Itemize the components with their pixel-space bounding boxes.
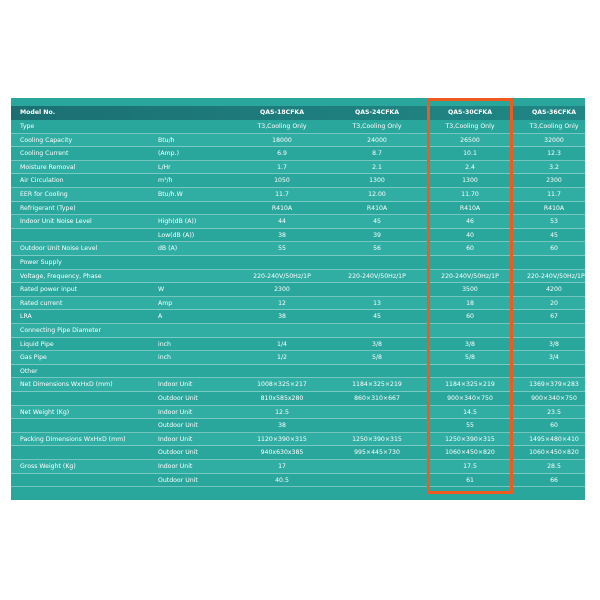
- value-cell: 2.1: [372, 163, 382, 171]
- value-cell: 56: [373, 245, 381, 253]
- value-cell: 60: [550, 422, 558, 430]
- value-cell: 5/8: [372, 354, 382, 362]
- value-cell: 45: [373, 313, 381, 321]
- value-cell: [527, 365, 581, 379]
- value-cell: 26500: [460, 136, 480, 144]
- model-header-3: QAS-30CFKA: [447, 109, 493, 116]
- row-label: Indoor Unit Noise Level: [20, 218, 92, 226]
- value-cell: 55: [278, 245, 286, 253]
- value-cell: [527, 324, 581, 338]
- value-cell: 45: [373, 218, 381, 226]
- row-unit: Indoor Unit: [158, 408, 193, 416]
- table-row: [11, 297, 585, 311]
- row-divider: [11, 486, 585, 487]
- row-label: Cooling Capacity: [20, 136, 73, 144]
- value-cell: 60: [466, 313, 474, 321]
- value-cell: 40: [466, 231, 474, 239]
- table-row: [11, 324, 585, 338]
- value-cell: [346, 365, 408, 379]
- row-unit: m³/h: [158, 177, 173, 185]
- row-unit: dB (A): [158, 245, 178, 253]
- row-label: Refrigerant (Type): [20, 204, 76, 212]
- value-cell: 60: [550, 245, 558, 253]
- row-unit: inch: [158, 354, 171, 362]
- value-cell: 3/8: [465, 340, 475, 348]
- row-label: Liquid Pipe: [20, 340, 54, 348]
- row-unit: Outdoor Unit: [158, 449, 198, 457]
- table-row: [11, 134, 585, 148]
- value-cell: 3/8: [372, 340, 382, 348]
- value-cell: 11.7: [275, 191, 289, 198]
- value-cell: 20: [550, 299, 558, 307]
- value-cell: 1369×379×283: [529, 381, 579, 389]
- value-cell: R410A: [543, 204, 565, 212]
- value-cell: 44: [278, 218, 286, 226]
- value-cell: 46: [466, 218, 474, 226]
- value-cell: 12.3: [547, 150, 561, 158]
- value-cell: 220-240V/50Hz/1P: [348, 272, 406, 280]
- value-cell: 1184×325×219: [445, 381, 495, 389]
- value-cell: T3,Cooling Only: [445, 123, 495, 130]
- value-cell: 1120×390×315: [257, 435, 307, 443]
- row-unit: Indoor Unit: [158, 435, 193, 443]
- value-cell: 23.5: [547, 408, 561, 416]
- value-cell: 1250×390×315: [352, 435, 402, 443]
- value-cell: 3500: [462, 286, 478, 294]
- row-unit: Btu/h: [158, 136, 175, 144]
- row-unit: Outdoor Unit: [158, 476, 198, 484]
- value-cell: 12: [278, 299, 286, 307]
- table-row: [11, 310, 585, 324]
- row-unit: A: [158, 313, 163, 321]
- value-cell: [439, 365, 501, 379]
- row-label: Cooling Current: [20, 150, 69, 158]
- value-cell: 220-240V/50Hz/1P: [253, 272, 311, 280]
- table-row: [11, 283, 585, 297]
- table-row: [11, 242, 585, 256]
- value-cell: 3.2: [549, 163, 559, 171]
- value-cell: 10.1: [463, 150, 477, 158]
- row-label: Rated power input: [20, 286, 78, 294]
- table-row: [11, 256, 585, 270]
- row-label: Gas Pipe: [20, 354, 47, 362]
- row-label: Packing Dimensions WxHxD (mm): [20, 435, 126, 443]
- row-label: EER for Cooling: [20, 191, 68, 198]
- value-cell: 3/4: [549, 354, 559, 362]
- value-cell: 11.70: [461, 191, 479, 198]
- value-cell: 1050: [274, 177, 290, 185]
- table-row: [11, 351, 585, 365]
- row-unit: Low(dB (A)): [158, 231, 195, 239]
- value-cell: 810x585x280: [260, 395, 304, 402]
- table-row: [11, 406, 585, 420]
- value-cell: 28.5: [547, 463, 561, 470]
- value-cell: [439, 256, 501, 270]
- value-cell: 32000: [544, 136, 564, 144]
- row-unit: Btu/h.W: [158, 191, 183, 198]
- table-row: [11, 392, 585, 406]
- table-row: [11, 460, 585, 474]
- value-cell: 11.7: [547, 191, 561, 198]
- row-label: Gross Weight (Kg): [20, 463, 76, 470]
- model-header-2: QAS-24CFKA: [354, 109, 400, 116]
- value-cell: 8.7: [372, 150, 382, 158]
- value-cell: 940x630x385: [260, 449, 304, 457]
- value-cell: [346, 474, 408, 488]
- value-cell: [251, 365, 313, 379]
- spec-sheet: [11, 98, 585, 500]
- table-row: [11, 446, 585, 460]
- value-cell: 995×445×730: [354, 449, 400, 457]
- table-row: [11, 120, 585, 134]
- value-cell: 900×340×750: [531, 395, 577, 402]
- model-header-1: QAS-18CFKA: [259, 109, 305, 116]
- value-cell: 1/2: [277, 354, 287, 362]
- value-cell: 38: [278, 422, 286, 430]
- value-cell: [346, 283, 408, 297]
- value-cell: 39: [373, 231, 381, 239]
- table-row: [11, 338, 585, 352]
- value-cell: 220-240V/50Hz/1P: [441, 272, 499, 280]
- sheet-top-band: [11, 98, 585, 106]
- value-cell: 6.9: [277, 150, 287, 158]
- value-cell: 1184×325×219: [352, 381, 402, 389]
- row-unit: (Amp.): [158, 150, 179, 158]
- value-cell: 67: [550, 313, 558, 321]
- value-cell: 5/8: [465, 354, 475, 362]
- value-cell: 60: [466, 245, 474, 253]
- value-cell: 17.5: [463, 463, 477, 470]
- table-row: [11, 378, 585, 392]
- value-cell: 4200: [546, 286, 562, 294]
- table-row: [11, 229, 585, 243]
- value-cell: 53: [550, 218, 558, 226]
- row-label: Net Dimensions WxHxD (mm): [20, 381, 113, 389]
- value-cell: 38: [278, 313, 286, 321]
- value-cell: 3/8: [549, 340, 559, 348]
- value-cell: 860×310×667: [354, 395, 400, 402]
- value-cell: 1250×390×315: [445, 435, 495, 443]
- value-cell: 2300: [546, 177, 562, 185]
- table-row: [11, 147, 585, 161]
- row-label: Other: [20, 367, 38, 375]
- table-row: [11, 433, 585, 447]
- value-cell: 1300: [462, 177, 478, 185]
- row-unit: W: [158, 286, 165, 294]
- row-unit: inch: [158, 340, 171, 348]
- table-row: [11, 188, 585, 202]
- value-cell: 1060×450×820: [529, 449, 579, 457]
- value-cell: T3,Cooling Only: [257, 123, 307, 130]
- value-cell: 24000: [367, 136, 387, 144]
- value-cell: 1060×450×820: [445, 449, 495, 457]
- value-cell: 55: [466, 422, 474, 430]
- value-cell: 1.7: [277, 163, 287, 171]
- row-unit: Amp: [158, 299, 173, 307]
- row-unit: Indoor Unit: [158, 381, 193, 389]
- table-row: [11, 365, 585, 379]
- table-row: [11, 215, 585, 229]
- model-label: Model No.: [20, 109, 56, 116]
- table-row: [11, 161, 585, 175]
- row-label: Air Circulation: [20, 177, 64, 185]
- value-cell: 2300: [274, 286, 290, 294]
- value-cell: 12.5: [275, 408, 289, 416]
- row-label: Connecting Pipe Diameter: [20, 327, 102, 334]
- value-cell: R410A: [271, 204, 293, 212]
- table-row: [11, 474, 585, 488]
- row-label: Outdoor Unit Noise Level: [20, 245, 98, 253]
- row-unit: Outdoor Unit: [158, 395, 198, 402]
- row-unit: L/Hr: [158, 163, 171, 171]
- value-cell: [251, 256, 313, 270]
- row-unit: Outdoor Unit: [158, 422, 198, 430]
- value-cell: 13: [373, 299, 381, 307]
- table-row: [11, 419, 585, 433]
- row-label: Voltage, Frequency, Phase: [20, 272, 102, 280]
- table-row: [11, 202, 585, 216]
- value-cell: [527, 256, 581, 270]
- row-label: LRA: [20, 313, 32, 321]
- value-cell: [439, 324, 501, 338]
- value-cell: 18: [466, 299, 474, 307]
- table-header-row: [11, 106, 585, 120]
- value-cell: 1300: [369, 177, 385, 185]
- value-cell: 1495×480×410: [529, 435, 579, 443]
- value-cell: 38: [278, 231, 286, 239]
- value-cell: 45: [550, 231, 558, 239]
- value-cell: 61: [466, 476, 474, 484]
- value-cell: 12.00: [368, 191, 386, 198]
- value-cell: R410A: [366, 204, 388, 212]
- value-cell: T3,Cooling Only: [352, 123, 402, 130]
- value-cell: 1/4: [277, 340, 287, 348]
- table-row: [11, 174, 585, 188]
- table-row: [11, 270, 585, 284]
- row-label: Rated current: [20, 299, 63, 307]
- value-cell: 18000: [272, 136, 292, 144]
- row-unit: High(dB (A)): [158, 218, 197, 226]
- value-cell: [346, 324, 408, 338]
- model-header-4: QAS-36CFKA: [531, 109, 577, 116]
- value-cell: [346, 460, 408, 474]
- value-cell: 14.5: [463, 408, 477, 416]
- value-cell: 66: [550, 476, 558, 484]
- row-label: Type: [20, 123, 35, 130]
- value-cell: R410A: [459, 204, 481, 212]
- value-cell: 2.4: [465, 163, 475, 171]
- value-cell: [251, 324, 313, 338]
- value-cell: 900×340×750: [447, 395, 493, 402]
- value-cell: 17: [278, 463, 286, 470]
- value-cell: 1008×325×217: [257, 381, 307, 389]
- row-unit: Indoor Unit: [158, 463, 193, 470]
- value-cell: 220-240V/50Hz/1P: [527, 272, 585, 280]
- value-cell: [346, 406, 408, 420]
- value-cell: T3,Cooling Only: [529, 123, 579, 130]
- value-cell: [346, 419, 408, 433]
- value-cell: [346, 256, 408, 270]
- row-label: Moisture Removal: [20, 163, 76, 171]
- row-label: Power Supply: [20, 259, 62, 266]
- row-label: Net Weight (Kg): [20, 408, 70, 416]
- value-cell: 40.5: [275, 476, 289, 484]
